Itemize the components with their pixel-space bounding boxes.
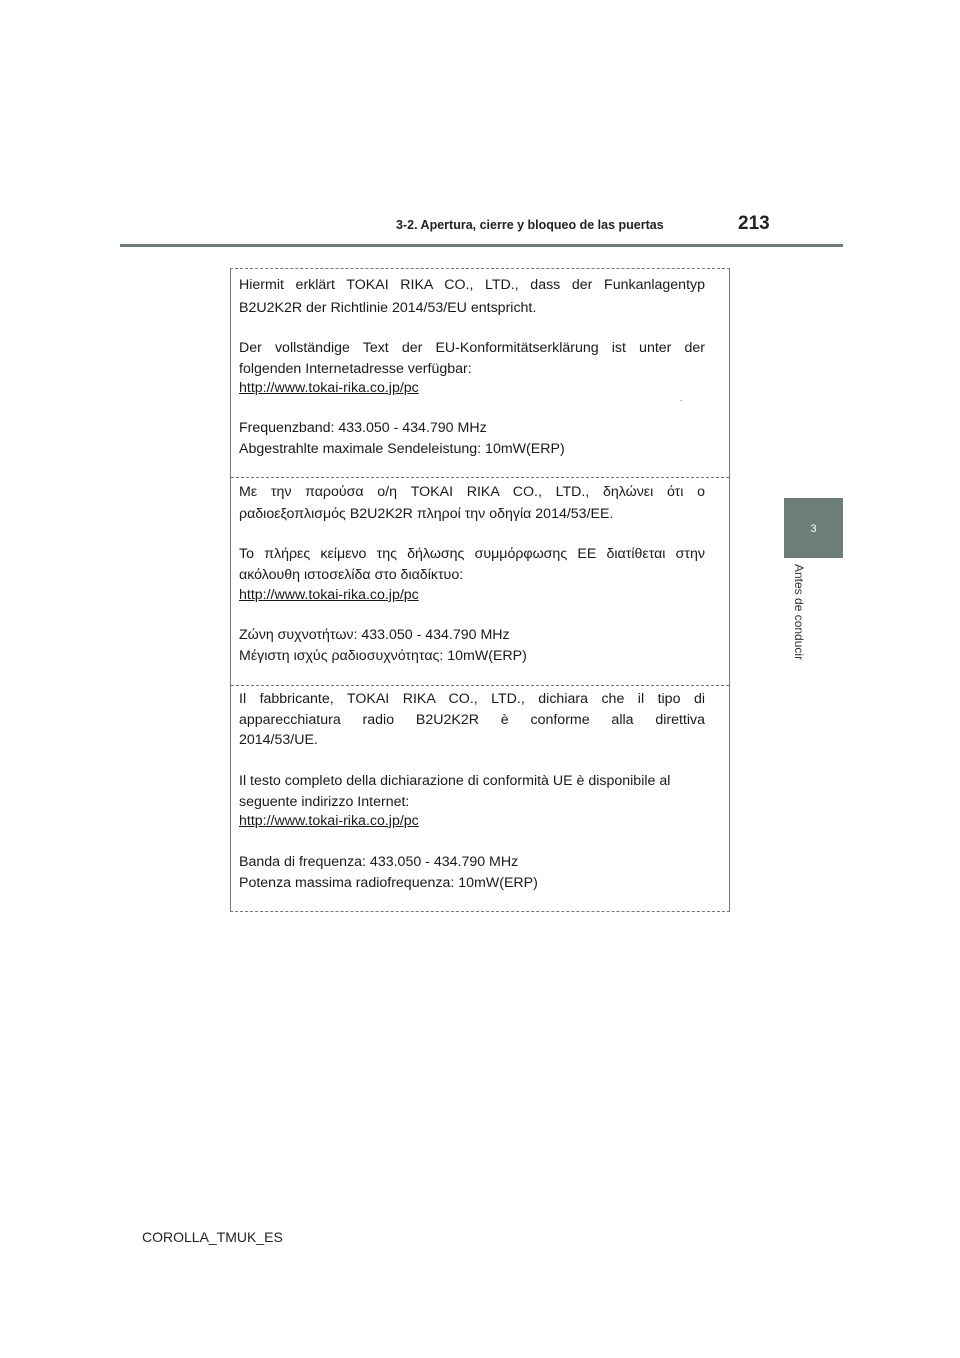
chapter-tab — [784, 498, 843, 558]
italian-line-3: 2014/53/UE. — [239, 732, 318, 748]
greek-line-1: Με την παρούσα ο/η TOKAI RIKA CO., LTD., δηλώνει ότι ο — [239, 484, 705, 500]
chapter-label: Antes de conducir — [792, 564, 806, 661]
italian-url-link[interactable]: http://www.tokai-rika.co.jp/pc — [239, 813, 419, 829]
greek-power: Μέγιστη ισχύς ραδιοσυχνότητας: 10mW(ERP) — [239, 648, 527, 664]
german-power: Abgestrahlte maximale Sendeleistung: 10mW(ERP) — [239, 441, 565, 457]
header-rule — [120, 244, 843, 247]
german-line-2: B2U2K2R der Richtlinie 2014/53/EU entspricht. — [239, 300, 537, 316]
header-section-title: 3-2. Apertura, cierre y bloqueo de las puertas — [396, 218, 664, 232]
stray-mark — [680, 400, 682, 401]
italian-power: Potenza massima radiofrequenza: 10mW(ERP) — [239, 875, 538, 891]
greek-line-2: ραδιοεξοπλισμός B2U2K2R πληροί την οδηγία 2014/53/ΕΕ. — [239, 506, 614, 522]
italian-line-1: Il fabbricante, TOKAI RIKA CO., LTD., dichiara che il tipo di — [239, 691, 705, 707]
german-line-3: Der vollständige Text der EU-Konformitätserklärung ist unter der — [239, 340, 705, 356]
greek-line-4: ακόλουθη ιστοσελίδα στο διαδίκτυο: — [239, 567, 464, 583]
german-url-link[interactable]: http://www.tokai-rika.co.jp/pc — [239, 380, 419, 396]
document-code: COROLLA_TMUK_ES — [142, 1229, 283, 1245]
italian-line-5: seguente indirizzo Internet: — [239, 794, 410, 810]
italian-frequency: Banda di frequenza: 433.050 - 434.790 MHz — [239, 854, 519, 870]
chapter-number: 3 — [810, 523, 817, 535]
greek-line-3: Το πλήρες κείμενο της δήλωσης συμμόρφωσης ΕΕ διατίθεται στην — [239, 546, 705, 562]
section-divider — [231, 685, 729, 686]
german-frequency: Frequenzband: 433.050 - 434.790 MHz — [239, 420, 487, 436]
section-divider — [231, 477, 729, 478]
italian-line-2: apparecchiatura radio B2U2K2R è conforme alla direttiva — [239, 712, 705, 728]
german-line-1: Hiermit erklärt TOKAI RIKA CO., LTD., dass der Funkanlagentyp — [239, 277, 705, 293]
italian-line-4: Il testo completo della dichiarazione di conformità UE è disponibile al — [239, 773, 671, 789]
declaration-box — [230, 268, 730, 912]
greek-url-link[interactable]: http://www.tokai-rika.co.jp/pc — [239, 587, 419, 603]
german-line-4: folgenden Internetadresse verfügbar: — [239, 361, 472, 377]
page-number: 213 — [738, 213, 770, 234]
greek-frequency: Ζώνη συχνοτήτων: 433.050 - 434.790 MHz — [239, 627, 510, 643]
